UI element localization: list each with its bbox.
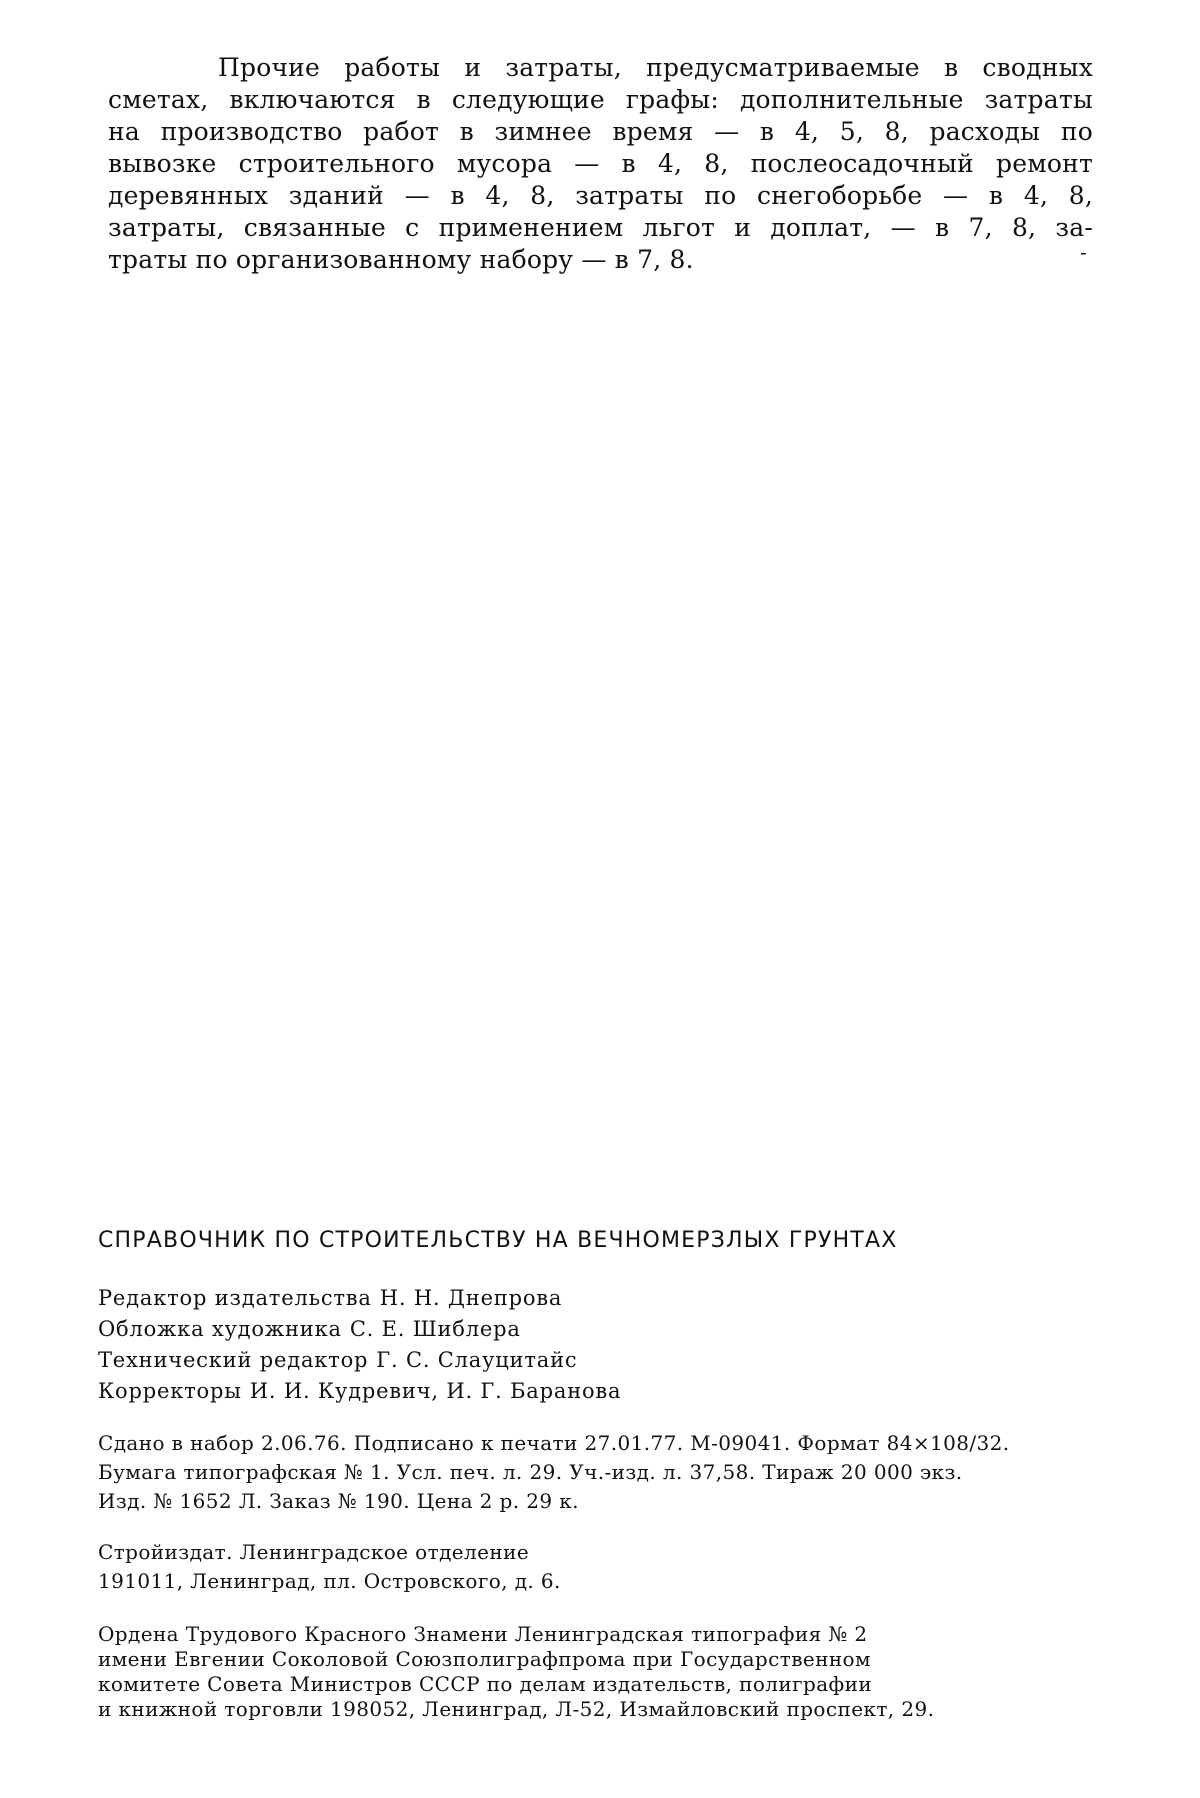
paragraph-line: на производство работ в зимнее время — в 4, 5, 8, расходы по: [108, 117, 1093, 146]
printer-line: Ордена Трудового Красного Знамени Ленинградская типография № 2: [98, 1622, 868, 1646]
credit-name: Н. Н. Днепрова: [379, 1286, 563, 1310]
credit-role: Обложка художника: [98, 1317, 342, 1341]
paragraph-line: затраты, связанные с применением льгот и доплат, — в 7, 8, за-: [108, 213, 1093, 242]
credit-role: Корректоры: [98, 1379, 242, 1403]
paragraph-line: сметах, включаются в следующие графы: дополнительные затраты: [108, 85, 1093, 114]
printer-info: [98, 1622, 1098, 1722]
credit-name: С. Е. Шиблера: [349, 1317, 521, 1341]
printer-line: имени Евгении Соколовой Союзполиграфпрома при Государственном: [98, 1647, 871, 1671]
publisher-line: Стройиздат. Ленинградское отделение: [98, 1540, 530, 1564]
publisher-line: 191011, Ленинград, пл. Островского, д. 6.: [98, 1569, 561, 1593]
colophon: [98, 1228, 1098, 1722]
credits-list: [98, 1283, 1098, 1407]
credit-line: [98, 1376, 1098, 1407]
printer-line: комитете Совета Министров СССР по делам издательств, полиграфии: [98, 1672, 873, 1696]
publisher-address: [98, 1538, 1098, 1596]
print-details: [98, 1429, 1098, 1516]
book-title: СПРАВОЧНИК ПО СТРОИТЕЛЬСТВУ НА ВЕЧНОМЕРЗЛЫХ ГРУНТАХ: [98, 1228, 898, 1253]
print-detail-line: Изд. № 1652 Л. Заказ № 190. Цена 2 р. 29 к.: [98, 1489, 579, 1513]
credit-name: Г. С. Слауцитайс: [376, 1348, 578, 1372]
paragraph-line: траты по организованному набору — в 7, 8.: [108, 245, 694, 274]
stray-mark: -: [1080, 240, 1087, 264]
body-paragraph: [108, 52, 1093, 276]
print-detail-line: Бумага типографская № 1. Усл. печ. л. 29. Уч.-изд. л. 37,58. Тираж 20 000 экз.: [98, 1460, 963, 1484]
credit-role: Технический редактор: [98, 1348, 369, 1372]
credit-name: И. И. Кудревич, И. Г. Баранова: [249, 1379, 622, 1403]
credit-line: [98, 1314, 1098, 1345]
print-detail-line: Сдано в набор 2.06.76. Подписано к печати 27.01.77. М-09041. Формат 84×108/32.: [98, 1431, 1010, 1455]
credit-line: [98, 1345, 1098, 1376]
paragraph-line: вывозке строительного мусора — в 4, 8, послеосадочный ремонт: [108, 149, 1093, 178]
printer-line: и книжной торговли 198052, Ленинград, Л-52, Измайловский проспект, 29.: [98, 1697, 935, 1721]
credit-line: [98, 1283, 1098, 1314]
paragraph-line: деревянных зданий — в 4, 8, затраты по снегоборьбе — в 4, 8,: [108, 181, 1093, 210]
credit-role: Редактор издательства: [98, 1286, 372, 1310]
paragraph-line: Прочие работы и затраты, предусматриваемые в сводных: [218, 53, 1093, 82]
